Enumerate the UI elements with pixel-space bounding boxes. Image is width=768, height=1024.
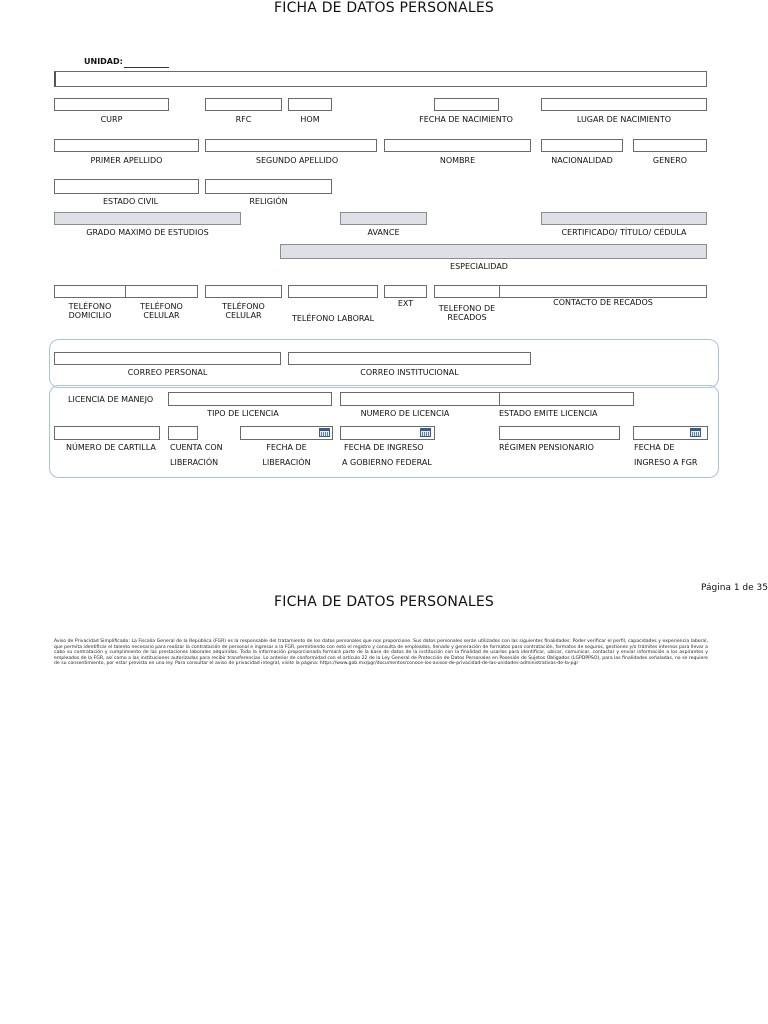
avance-field[interactable] [340,212,427,225]
especialidad-label: ESPECIALIDAD [450,262,508,271]
fecha-ingreso-gf-label-2: A GOBIERNO FEDERAL [342,458,432,467]
contacto-recados-label: CONTACTO DE RECADOS [553,298,653,307]
nombre-label: NOMBRE [439,156,476,165]
fecha-ingreso-gf-label-1: FECHA DE INGRESO [344,443,424,452]
regimen-label: RÉGIMEN PENSIONARIO [499,443,594,452]
avance-label: AVANCE [367,228,400,237]
tel-celular-b-label-1: TELÉFONO [222,302,265,311]
hom-label: HOM [300,115,320,124]
lugar-nacimiento-label: LUGAR DE NACIMIENTO [576,115,672,124]
correo-institucional-label: CORREO INSTITUCIONAL [360,368,459,377]
tipo-licencia-label: TIPO DE LICENCIA [207,409,279,418]
estado-emite-label: ESTADO EMITE LICENCIA [499,409,598,418]
primer-apellido-label: PRIMER APELLIDO [90,156,163,165]
nombre-field[interactable] [384,139,531,152]
correo-institucional-field[interactable] [288,352,531,365]
telefono-celular-b-field[interactable] [205,285,282,298]
licencia-manejo-label: LICENCIA DE MANEJO [68,395,154,404]
tel-celular-b-label-2: CELULAR [225,311,262,320]
rfc-field[interactable] [205,98,282,111]
tel-celular-a-label-1: TELÉFONO [140,302,183,311]
cuenta-con-label-1: CUENTA CON [170,443,223,452]
fecha-nacimiento-label: FECHA DE NACIMIENTO [419,115,513,124]
grado-estudios-label: GRADO MAXIMO DE ESTUDIOS [86,228,209,237]
estado-civil-label: ESTADO CIVIL [102,197,159,206]
genero-label: GENERO [652,156,688,165]
fecha-nacimiento-field[interactable] [434,98,499,111]
telefono-recados-field[interactable] [434,285,500,298]
tel-domicilio-label-2: DOMICILIO [68,311,112,320]
segundo-apellido-field[interactable] [205,139,377,152]
certificado-label: CERTIFICADO/ TÍTULO/ CÉDULA [561,228,687,237]
tipo-licencia-field[interactable] [168,392,332,406]
calendar-icon[interactable] [420,428,431,437]
unidad-field[interactable] [54,71,707,87]
page-title: FICHA DE DATOS PERSONALES [273,0,495,16]
regimen-field[interactable] [499,426,620,440]
correo-personal-field[interactable] [54,352,281,365]
segundo-apellido-label: SEGUNDO APELLIDO [255,156,339,165]
ext-label: EXT [397,299,414,308]
tel-recados-label-2: RECADOS [447,313,487,322]
calendar-icon[interactable] [690,428,701,437]
numero-licencia-label: NUMERO DE LICENCIA [360,409,450,418]
page-number: Página 1 de 35 [701,583,768,593]
rfc-label: RFC [235,115,252,124]
curp-field[interactable] [54,98,169,111]
nacionalidad-label: NACIONALIDAD [551,156,613,165]
numero-cartilla-field[interactable] [54,426,160,440]
certificado-field[interactable] [541,212,707,225]
fecha-liberacion-label-2: LIBERACIÓN [262,458,311,467]
ext-field[interactable] [384,285,427,298]
estado-emite-field[interactable] [499,392,634,406]
page-title-repeat: FICHA DE DATOS PERSONALES [273,594,495,610]
privacy-notice: Aviso de Privacidad Simplificado: La Fiscalía General de la República (FGR) es la responsable del tratamiento de los datos personales que nos proporcione. Sus datos personales serán utilizados con las siguientes finalidades: Poder verificar el perfil, capacidades y experiencia laboral, que permita identificar el talento necesario para realizar la contratación de personal e ingresar a la FGR, permitiendo con esto el registro y consulta de empleados, llenado y generación de formatos para contratación, formatos de seguros, gestiones y/o trámites internos para llevar a cabo su contratación y cumplimiento de las prestaciones laborales adquiridas. Toda la información proporcionada formará parte de la base de datos de la institución con la finalidad de usarlos para identificar, ubicar, comunicar, contactar y enviar información a los aspirantes y empleados de la FGR, así como a las instituciones autorizadas para recibir transferencias. Lo anterior de conformidad con el artículo 22 de la Ley General de Protección de Datos Personales en Posesión de Sujetos Obligados (LGPDPPSO), para las finalidades señaladas, no se requiere de su consentimiento, por estar prevista en una ley. Para consultar el aviso de privacidad integral, visite la página: https://www.gob.mx/pgr/documentos/conoce-los-avisos-de-privacidad-de-las-unidades-administrativas-de-la-pgr [54,639,708,667]
correo-personal-label: CORREO PERSONAL [127,368,208,377]
fecha-ingreso-fgr-label-1: FECHA DE [634,443,675,452]
contacto-recados-field[interactable] [499,285,707,298]
telefono-laboral-field[interactable] [288,285,378,298]
cuenta-con-label-2: LIBERACIÓN [170,458,219,467]
fecha-ingreso-fgr-label-2: INGRESO A FGR [634,458,698,467]
primer-apellido-field[interactable] [54,139,199,152]
tel-recados-label-1: TELEFONO DE [438,304,496,313]
unidad-label: UNIDAD: [84,57,123,66]
genero-field[interactable] [633,139,707,152]
cuenta-con-liberacion-field[interactable] [168,426,198,440]
fecha-liberacion-label-1: FECHA DE [266,443,307,452]
especialidad-field[interactable] [280,244,707,259]
nacionalidad-field[interactable] [541,139,623,152]
religion-field[interactable] [205,179,332,194]
hom-field[interactable] [288,98,332,111]
telefono-domicilio-field[interactable] [54,285,126,298]
estado-civil-field[interactable] [54,179,199,194]
numero-cartilla-label: NÚMERO DE CARTILLA [66,443,156,452]
tel-celular-a-label-2: CELULAR [143,311,180,320]
unidad-underline [124,67,169,68]
tel-laboral-label: TELÉFONO LABORAL [291,314,375,323]
calendar-icon[interactable] [319,428,330,437]
numero-licencia-field[interactable] [340,392,500,406]
grado-estudios-field[interactable] [54,212,241,225]
curp-label: CURP [100,115,123,124]
lugar-nacimiento-field[interactable] [541,98,707,111]
tel-domicilio-label-1: TELÉFONO [68,302,112,311]
telefono-celular-a-field[interactable] [125,285,198,298]
religion-label: RELIGIÓN [249,197,288,206]
